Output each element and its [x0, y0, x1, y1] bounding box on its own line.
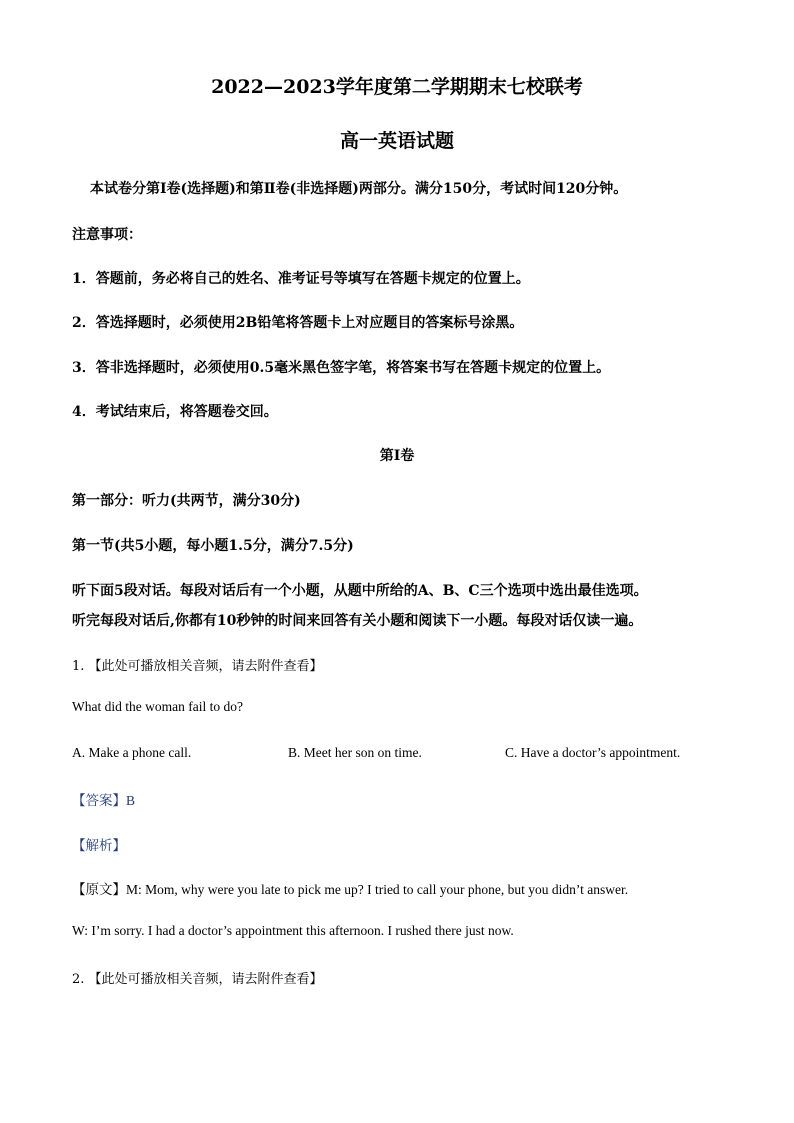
- instruction-line: 听下面5段对话。每段对话后有一个小题，从题中所给的A、B、C三个选项中选出最佳选项。: [72, 583, 648, 599]
- section-heading: 第一节(共5小题，每小题1.5分，满分7.5分): [72, 538, 354, 554]
- option-c: C. Have a doctor’s appointment.: [505, 745, 681, 760]
- option-a: A. Make a phone call.: [72, 745, 192, 760]
- document-subtitle: 高一英语试题: [339, 130, 454, 152]
- notice-item: 1．答题前，务必将自己的姓名、准考证号等填写在答题卡规定的位置上。: [72, 271, 530, 287]
- part-heading: 第一部分：听力(共两节，满分30分): [72, 493, 301, 509]
- question-header: 1. 【此处可播放相关音频，请去附件查看】: [72, 659, 323, 674]
- notice-heading: 注意事项：: [72, 227, 142, 243]
- question-text: What did the woman fail to do?: [72, 699, 243, 714]
- document-title: 2022—2023学年度第二学期期末七校联考: [211, 76, 583, 98]
- notice-item: 2．答选择题时，必须使用2B铅笔将答题卡上对应题目的答案标号涂黑。: [72, 315, 524, 331]
- notice-item: 3．答非选择题时，必须使用0.5毫米黑色签字笔，将答案书写在答题卡规定的位置上。: [72, 360, 611, 376]
- analysis-label: [72, 834, 126, 854]
- option-b: B. Meet her son on time.: [288, 745, 422, 760]
- answer-value: B: [126, 793, 136, 808]
- answer-row: [72, 789, 135, 809]
- notice-item: 4．考试结束后，将答题卷交回。: [72, 404, 278, 420]
- analysis-label-text: 【解析】: [72, 838, 126, 853]
- intro-text: 本试卷分第Ⅰ卷(选择题)和第Ⅱ卷(非选择题)两部分。满分150分，考试时间120分钟。: [90, 181, 628, 197]
- question-header: 2. 【此处可播放相关音频，请去附件查看】: [72, 972, 323, 987]
- volume-heading: 第Ⅰ卷: [379, 448, 415, 464]
- source-w-text: W: I’m sorry. I had a doctor’s appointment this afternoon. I rushed there just now.: [72, 923, 514, 938]
- source-m-text: M: Mom, why were you late to pick me up? I tried to call your phone, but you didn’t answer.: [126, 882, 629, 897]
- source-label: 【原文】: [72, 882, 126, 897]
- answer-label: 【答案】: [72, 793, 126, 808]
- instruction-line: 听完每段对话后,你都有10秒钟的时间来回答有关小题和阅读下一小题。每段对话仅读一遍。: [72, 613, 643, 629]
- source-row: [72, 878, 628, 898]
